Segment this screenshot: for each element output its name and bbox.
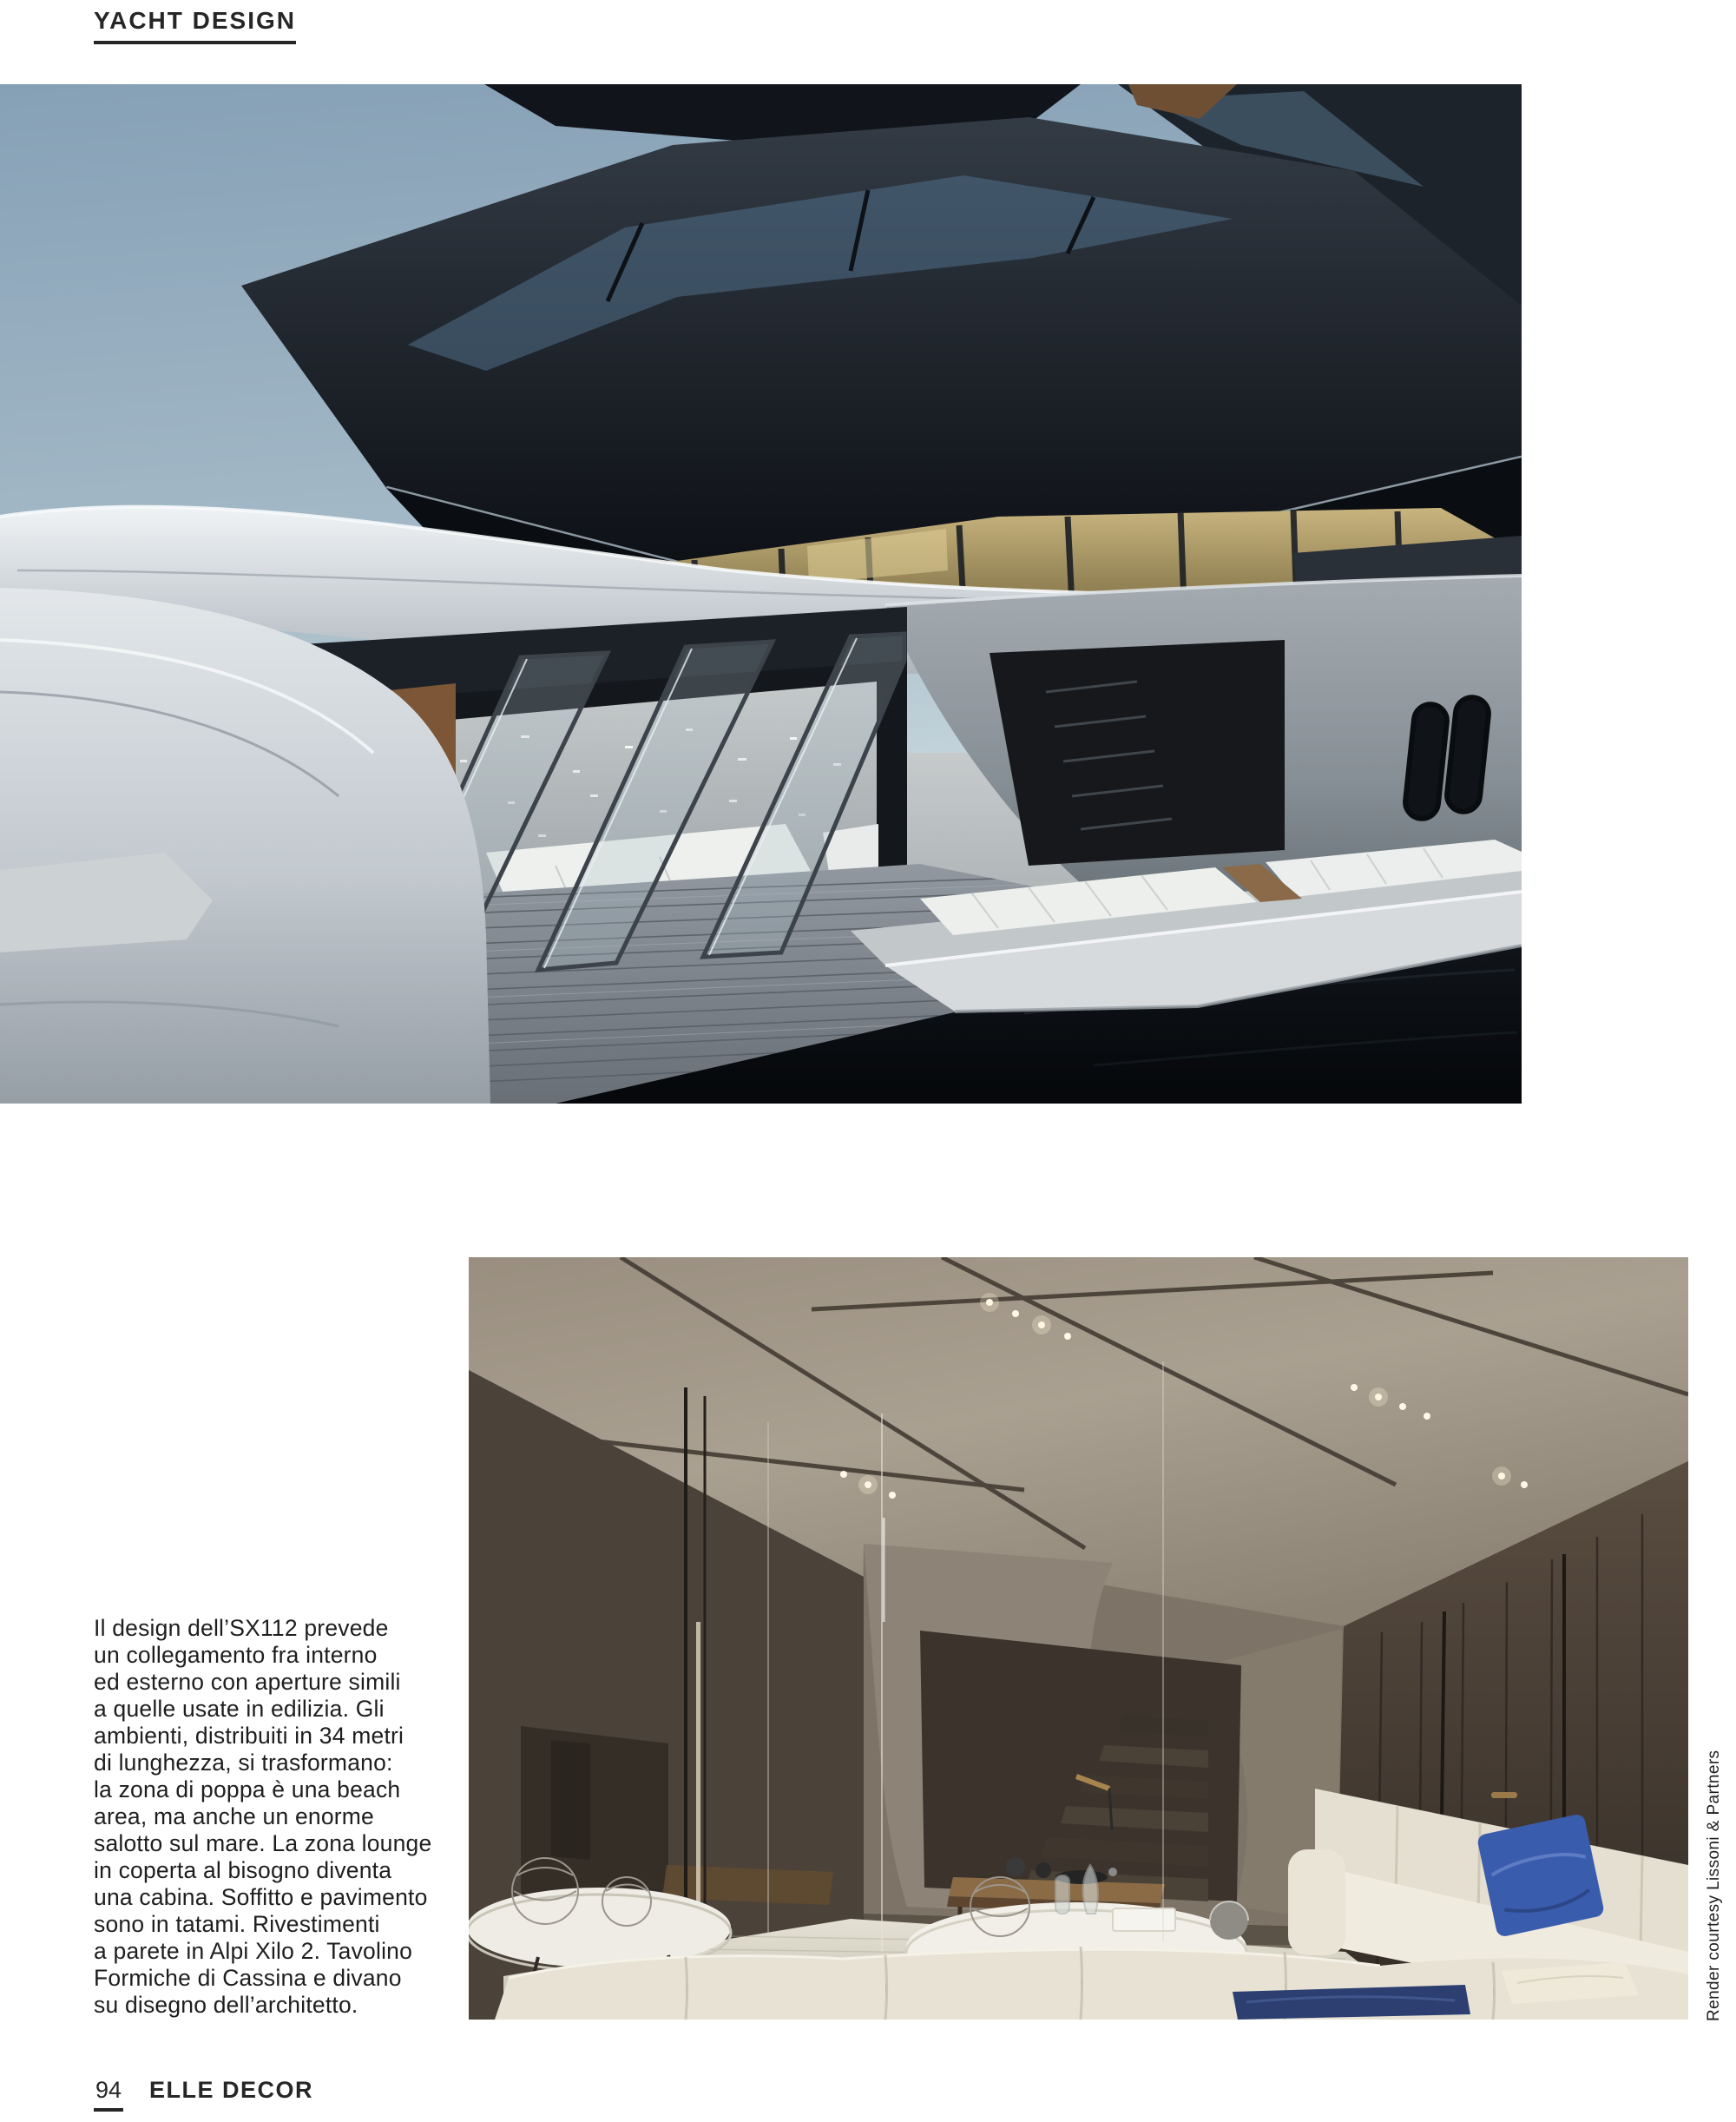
yacht-exterior-illustration bbox=[0, 84, 1522, 1104]
caption-line: a quelle usate in edilizia. Gli bbox=[94, 1696, 385, 1722]
caption-line: Formiche di Cassina e divano bbox=[94, 1965, 402, 1991]
caption-line: a parete in Alpi Xilo 2. Tavolino bbox=[94, 1938, 413, 1964]
caption-line: in coperta al bisogno diventa bbox=[94, 1857, 392, 1883]
light-strip bbox=[696, 1622, 700, 1908]
magazine-logo: ELLE DECOR bbox=[149, 2077, 314, 2103]
caption-line: un collegamento fra interno bbox=[94, 1642, 378, 1668]
caption-line: sono in tatami. Rivestimenti bbox=[94, 1911, 380, 1937]
caption-line: la zona di poppa è una beach bbox=[94, 1776, 401, 1802]
page-number: 94 bbox=[94, 2077, 123, 2112]
blue-pillow bbox=[1476, 1813, 1605, 1938]
caption-line: ed esterno con aperture simili bbox=[94, 1669, 401, 1695]
yacht-interior-illustration bbox=[469, 1257, 1688, 2020]
caption-line: salotto sul mare. La zona lounge bbox=[94, 1830, 432, 1856]
caption-line: di lunghezza, si trasformano: bbox=[94, 1750, 393, 1776]
door-handle bbox=[1491, 1792, 1517, 1798]
yacht-interior-image bbox=[469, 1257, 1688, 2020]
caption-line: ambienti, distribuiti in 34 metri bbox=[94, 1723, 404, 1749]
caption-text bbox=[94, 1615, 467, 2019]
caption-line: una cabina. Soffitto e pavimento bbox=[94, 1884, 428, 1910]
yacht-exterior-image bbox=[0, 84, 1522, 1104]
photo-credit: Render courtesy Lissoni & Partners bbox=[1705, 1750, 1723, 2021]
caption-line: area, ma anche un enorme bbox=[94, 1803, 374, 1829]
caption-line: su disegno dell’architetto. bbox=[94, 1992, 358, 2018]
section-title: YACHT DESIGN bbox=[94, 7, 296, 44]
caption-line: Il design dell’SX112 prevede bbox=[94, 1615, 389, 1641]
page-footer bbox=[94, 2077, 313, 2112]
